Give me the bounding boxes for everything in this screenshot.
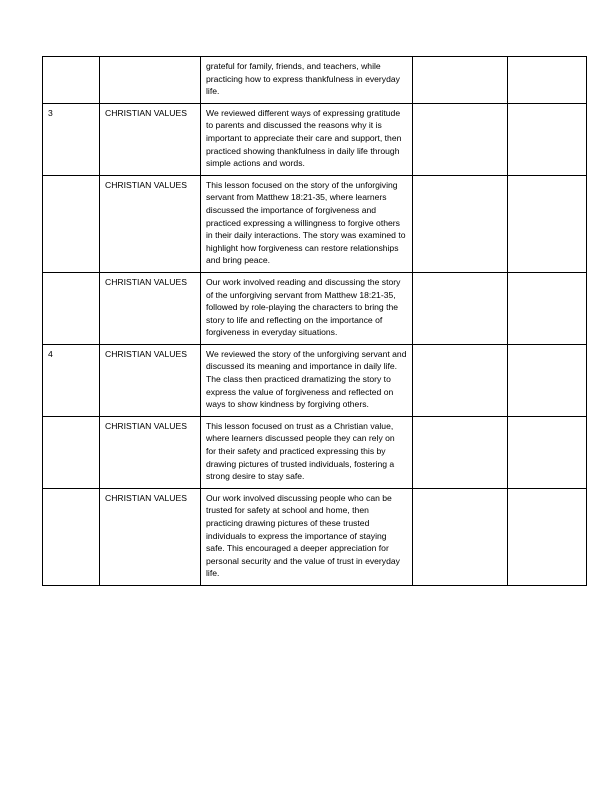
lesson-table — [42, 56, 587, 586]
empty-cell — [508, 57, 587, 104]
summary-cell: Our work involved discussing people who can be trusted for safety at school and home, then practicing drawing pictures of these trusted individuals to express the importance of staying safe. This encouraged a deeper appreciation for personal security and the value of trust in everyday life. — [201, 488, 413, 585]
empty-cell — [508, 416, 587, 488]
subject-cell: CHRISTIAN VALUES — [100, 175, 201, 272]
week-cell — [43, 272, 100, 344]
subject-cell: CHRISTIAN VALUES — [100, 103, 201, 175]
empty-cell — [413, 57, 508, 104]
subject-cell — [100, 57, 201, 104]
empty-cell — [508, 488, 587, 585]
empty-cell — [508, 175, 587, 272]
table-row — [43, 57, 587, 104]
empty-cell — [413, 103, 508, 175]
empty-cell — [413, 272, 508, 344]
subject-cell: CHRISTIAN VALUES — [100, 488, 201, 585]
summary-cell: Our work involved reading and discussing the story of the unforgiving servant from Matthew 18:21-35, followed by role-playing the characters to bring the story to life and reflecting on the importance of forgiveness in everyday situations. — [201, 272, 413, 344]
empty-cell — [413, 175, 508, 272]
table-row — [43, 272, 587, 344]
empty-cell — [413, 344, 508, 416]
week-cell: 4 — [43, 344, 100, 416]
empty-cell — [508, 344, 587, 416]
week-cell — [43, 57, 100, 104]
subject-cell: CHRISTIAN VALUES — [100, 344, 201, 416]
week-cell — [43, 175, 100, 272]
week-cell — [43, 488, 100, 585]
week-cell — [43, 416, 100, 488]
table-row — [43, 103, 587, 175]
table-row — [43, 488, 587, 585]
summary-cell: This lesson focused on trust as a Christian value, where learners discussed people they can rely on for their safety and practiced expressing this by drawing pictures of trusted individuals, fostering a strong desire to stay safe. — [201, 416, 413, 488]
table-row — [43, 344, 587, 416]
subject-cell: CHRISTIAN VALUES — [100, 416, 201, 488]
table-row — [43, 175, 587, 272]
subject-cell: CHRISTIAN VALUES — [100, 272, 201, 344]
empty-cell — [508, 272, 587, 344]
empty-cell — [413, 416, 508, 488]
empty-cell — [508, 103, 587, 175]
summary-cell: grateful for family, friends, and teachers, while practicing how to express thankfulness in everyday life. — [201, 57, 413, 104]
summary-cell: This lesson focused on the story of the unforgiving servant from Matthew 18:21-35, where learners discussed the importance of forgiveness and practiced expressing a willingness to forgive others in their daily interactions. The story was examined to highlight how forgiveness can restore relationships and bring peace. — [201, 175, 413, 272]
table-row — [43, 416, 587, 488]
empty-cell — [413, 488, 508, 585]
summary-cell: We reviewed different ways of expressing gratitude to parents and discussed the reasons why it is important to appreciate their care and support, then practiced showing thankfulness in daily life through simple actions and words. — [201, 103, 413, 175]
summary-cell: We reviewed the story of the unforgiving servant and discussed its meaning and importance in daily life. The class then practiced dramatizing the story to express the value of forgiveness and reflected on ways to show kindness by forgiving others. — [201, 344, 413, 416]
week-cell: 3 — [43, 103, 100, 175]
